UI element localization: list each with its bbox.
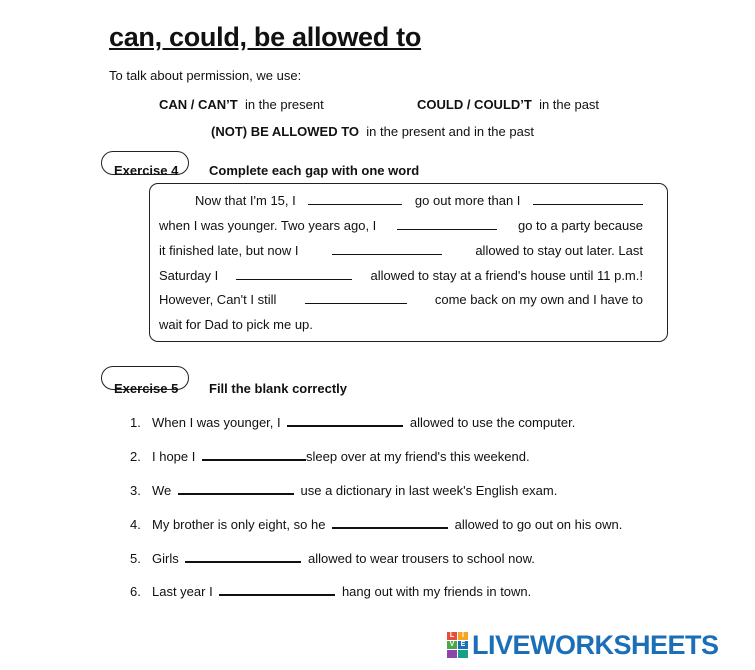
ex4-line-3-b: allowed to stay out later. Last [475, 243, 643, 258]
ex4-gap-2[interactable] [533, 193, 643, 205]
ex5-gap-4[interactable] [332, 516, 448, 529]
exercise4-label: Exercise 4 [114, 163, 179, 178]
ex4-line-4-b: allowed to stay at a friend's house until 11 p.m.! [370, 268, 643, 283]
ex5-item-5-num: 5. [130, 551, 141, 566]
logo-tile: V [447, 641, 457, 649]
logo-tile: L [447, 632, 457, 640]
logo-text: LIVEWORKSHEETS [472, 629, 719, 660]
exercise5-instruction: Fill the blank correctly [209, 381, 347, 396]
ex4-line-2 [159, 218, 643, 233]
ex5-item-4 [130, 516, 622, 532]
ex5-item-4-before: My brother is only eight, so he [152, 517, 326, 532]
ex5-gap-2[interactable] [202, 448, 306, 461]
ex5-item-3 [130, 482, 557, 498]
ex4-line-3-a: it finished late, but now I [159, 243, 299, 258]
ex4-line-1-a: Now that I'm 15, I [195, 193, 296, 208]
ex4-line-3 [159, 243, 643, 258]
rule-present-bold: CAN / CAN’T [159, 97, 238, 112]
ex5-item-3-after: use a dictionary in last week's English exam. [300, 483, 558, 498]
rule-present [159, 97, 324, 112]
ex5-item-2-after: sleep over at my friend's this weekend. [306, 449, 530, 464]
rule-allowed-bold: (NOT) BE ALLOWED TO [211, 124, 360, 139]
ex5-item-6-num: 6. [130, 584, 141, 599]
ex5-gap-3[interactable] [178, 482, 294, 495]
exercise5-label: Exercise 5 [114, 381, 179, 396]
rule-past-bold: COULD / COULD’T [417, 97, 532, 112]
intro-text: To talk about permission, we use: [109, 68, 302, 83]
ex4-line-5-b: come back on my own and I have to [434, 292, 643, 307]
ex4-gap-4[interactable] [332, 243, 442, 255]
page-title: can, could, be allowed to [109, 22, 422, 52]
logo-tile [447, 650, 457, 658]
ex4-gap-1[interactable] [308, 193, 402, 205]
ex5-item-6 [130, 583, 531, 599]
ex4-line-4-a: Saturday I [159, 268, 219, 283]
ex4-line-6 [159, 317, 643, 332]
ex5-item-3-before: We [152, 483, 172, 498]
rule-allowed [211, 124, 534, 139]
exercise4-instruction: Complete each gap with one word [209, 163, 420, 178]
ex5-gap-6[interactable] [219, 583, 335, 596]
rule-present-text: in the present [244, 97, 324, 112]
ex4-line-1 [159, 193, 643, 208]
ex5-item-5-after: allowed to wear trousers to school now. [307, 551, 535, 566]
ex4-line-2-b: go to a party because [517, 218, 643, 233]
ex5-gap-5[interactable] [185, 550, 301, 563]
ex5-item-6-after: hang out with my friends in town. [341, 584, 532, 599]
logo-tile: I [458, 632, 468, 640]
ex5-item-4-num: 4. [130, 517, 141, 532]
ex5-gap-1[interactable] [287, 414, 403, 427]
ex5-item-3-num: 3. [130, 483, 141, 498]
ex5-item-1-after: allowed to use the computer. [409, 415, 576, 430]
logo-mark-icon [447, 632, 468, 658]
ex4-line-4 [159, 268, 643, 283]
ex4-line-5 [159, 292, 643, 307]
ex5-item-1 [130, 414, 575, 430]
ex5-item-5-before: Girls [152, 551, 179, 566]
ex5-item-2 [130, 448, 530, 464]
ex4-line-6-a: wait for Dad to pick me up. [159, 317, 313, 332]
ex5-item-6-before: Last year I [152, 584, 213, 599]
ex4-gap-6[interactable] [305, 292, 407, 304]
ex4-line-1-b: go out more than I [414, 193, 521, 208]
ex5-item-2-before: I hope I [152, 449, 196, 464]
rule-past-text: in the past [539, 97, 600, 112]
ex4-gap-3[interactable] [397, 218, 497, 230]
ex4-line-2-a: when I was younger. Two years ago, I [159, 218, 377, 233]
liveworksheets-logo [447, 630, 719, 660]
ex5-item-1-before: When I was younger, I [152, 415, 281, 430]
ex5-item-4-after: allowed to go out on his own. [454, 517, 623, 532]
ex4-gap-5[interactable] [236, 268, 352, 280]
ex5-item-2-num: 2. [130, 449, 141, 464]
ex4-line-5-a: However, Can't I still [159, 292, 277, 307]
ex5-item-1-num: 1. [130, 415, 141, 430]
rule-past [417, 97, 599, 112]
logo-tile: E [458, 641, 468, 649]
logo-tile [458, 650, 468, 658]
rule-allowed-text: in the present and in the past [366, 124, 534, 139]
ex5-item-5 [130, 550, 535, 566]
